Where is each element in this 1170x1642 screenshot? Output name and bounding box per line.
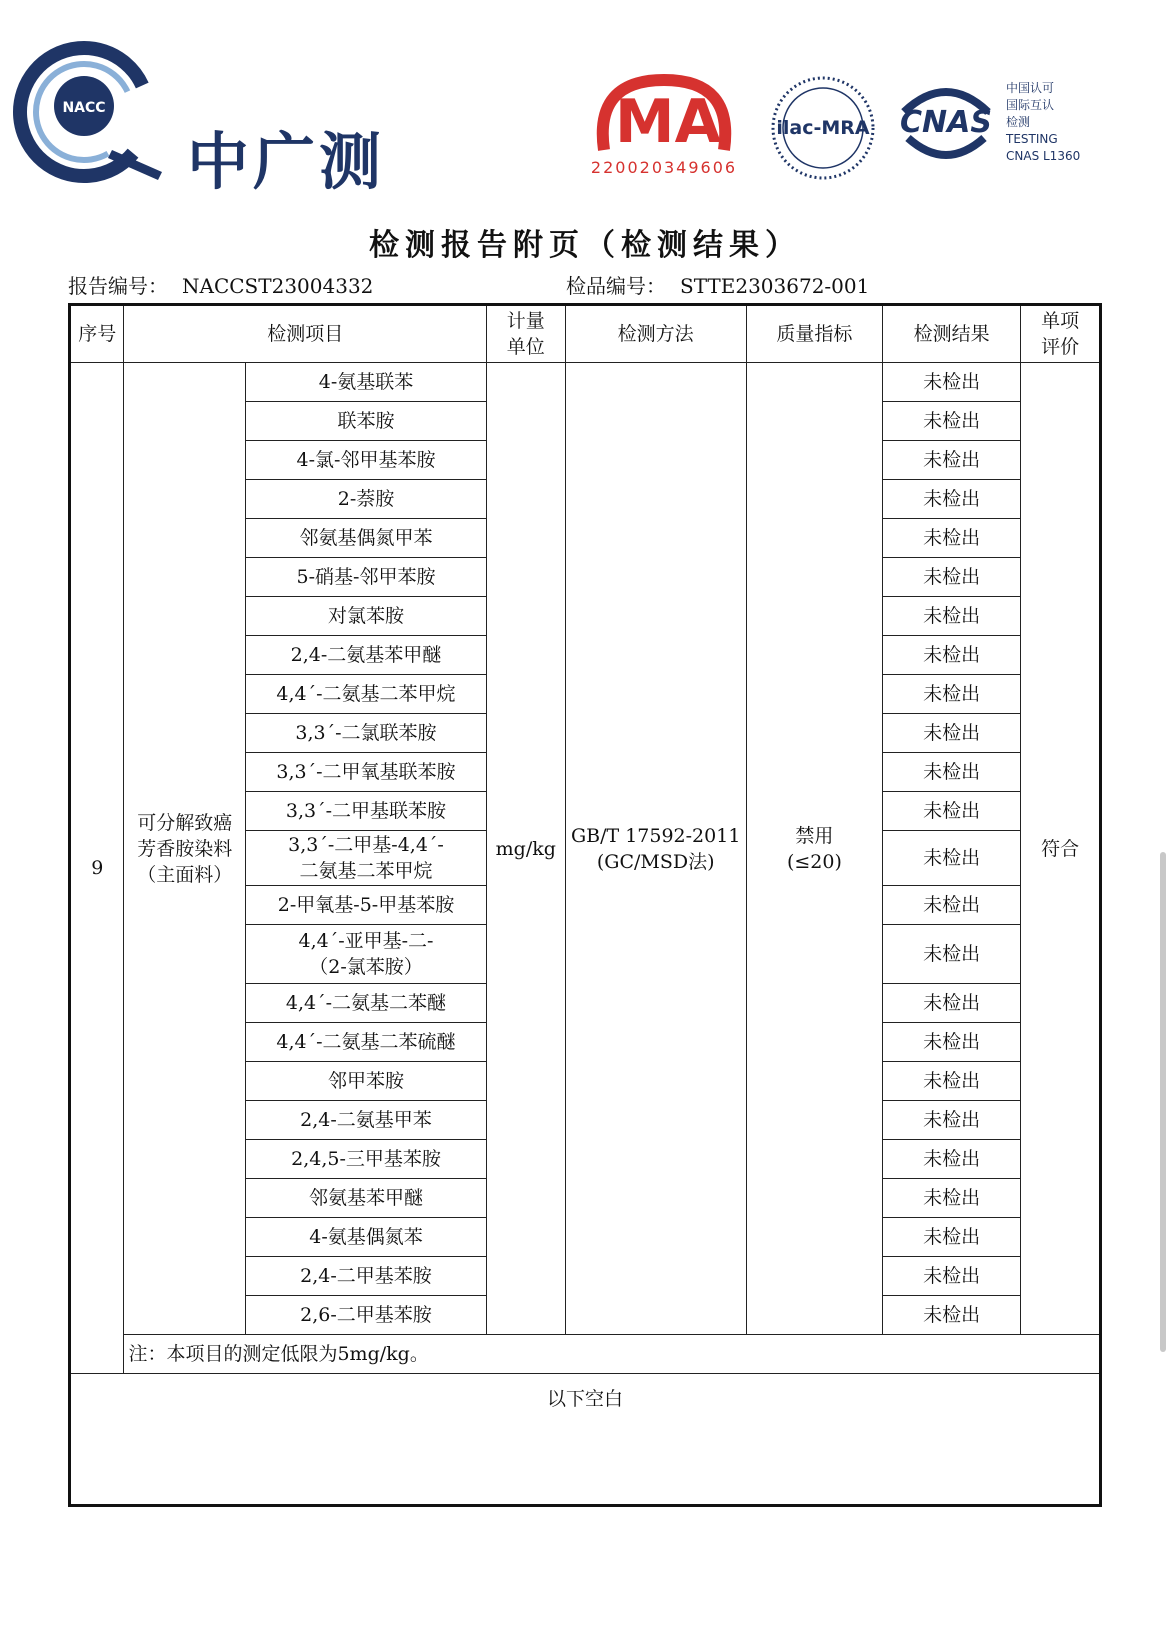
item-name-line: 2,6-二甲基苯胺 [300, 1304, 432, 1326]
group-method-line: GB/T 17592-2011 [570, 824, 741, 847]
item-name-line: 2,4-二甲基苯胺 [300, 1265, 432, 1287]
item-result: 未检出 [883, 363, 1021, 402]
header-quality: 质量指标 [746, 305, 882, 363]
item-name [246, 1062, 487, 1101]
group-eval: 符合 [1021, 363, 1101, 1335]
item-name-line: 邻甲苯胺 [327, 1070, 404, 1092]
item-result: 未检出 [883, 519, 1021, 558]
table-body [70, 363, 1101, 1506]
header-seq: 序号 [70, 305, 124, 363]
group-quality-line: 禁用 [795, 824, 834, 847]
item-name [246, 558, 487, 597]
table-header-row [70, 305, 1101, 363]
item-result: 未检出 [883, 792, 1021, 831]
item-result: 未检出 [883, 984, 1021, 1023]
item-result: 未检出 [883, 1218, 1021, 1257]
item-result: 未检出 [883, 886, 1021, 925]
item-result: 未检出 [883, 1062, 1021, 1101]
item-name-line: 3,3´-二甲基-4,4´- [288, 834, 444, 856]
item-name [246, 984, 487, 1023]
cnas-caption-line: 中国认可 [1006, 81, 1055, 95]
item-name [246, 753, 487, 792]
item-result: 未检出 [883, 636, 1021, 675]
item-name [246, 886, 487, 925]
scrollbar[interactable] [1160, 852, 1166, 1352]
header-result: 检测结果 [883, 305, 1021, 363]
item-name [246, 363, 487, 402]
header-unit [486, 305, 565, 363]
cnas-caption-line: TESTING [1006, 132, 1058, 146]
item-name [246, 1257, 487, 1296]
item-name-line: 邻氨基苯甲醚 [308, 1187, 423, 1209]
header-item: 检测项目 [124, 305, 487, 363]
item-name-line: 4-氯-邻甲基苯胺 [296, 449, 436, 471]
group-method-line: (GC/MSD法) [596, 850, 715, 873]
item-name-line: 2,4,5-三甲基苯胺 [291, 1148, 441, 1170]
nacc-badge-text: NACC [62, 100, 106, 116]
item-name [246, 441, 487, 480]
table-row [70, 363, 1101, 402]
item-name-line: 2,4-二氨基甲苯 [300, 1109, 432, 1131]
item-result: 未检出 [883, 441, 1021, 480]
cma-number: 220020349606 [590, 158, 738, 177]
header-unit-line: 计量 [506, 310, 545, 332]
nacc-logo [12, 40, 412, 198]
item-name-line: 2-萘胺 [337, 488, 395, 510]
item-result: 未检出 [883, 1023, 1021, 1062]
blank-text: 以下空白 [70, 1374, 1101, 1506]
item-result: 未检出 [883, 753, 1021, 792]
item-name [246, 636, 487, 675]
item-name-line: 4-氨基偶氮苯 [309, 1226, 423, 1248]
item-result: 未检出 [883, 1296, 1021, 1335]
item-name [246, 792, 487, 831]
report-number-value: NACCST23004332 [182, 274, 374, 298]
item-name [246, 1101, 487, 1140]
header-unit-line: 单位 [506, 336, 545, 358]
cnas-caption-line: 检测 [1006, 115, 1031, 129]
item-name-line: 4-氨基联苯 [318, 371, 414, 393]
item-result: 未检出 [883, 558, 1021, 597]
sample-number [566, 270, 883, 299]
header-eval-line: 评价 [1041, 336, 1080, 358]
item-result: 未检出 [883, 1179, 1021, 1218]
group-name-line: （主面料） [137, 863, 233, 886]
cnas-logo [894, 80, 998, 164]
report-number-label: 报告编号： [68, 274, 168, 298]
item-name [246, 1023, 487, 1062]
item-result: 未检出 [883, 925, 1021, 984]
item-name [246, 925, 487, 984]
item-name [246, 597, 487, 636]
item-name-line: 邻氨基偶氮甲苯 [299, 527, 433, 549]
item-name-line: 4,4´-亚甲基-二- [298, 930, 434, 952]
ilac-mark-text: ilac-MRA [776, 117, 870, 139]
cma-mark-text: MA [614, 87, 722, 157]
item-name-line: 5-硝基-邻甲苯胺 [296, 566, 436, 588]
sample-number-label: 检品编号： [566, 274, 666, 298]
report-number [68, 270, 387, 299]
item-result: 未检出 [883, 480, 1021, 519]
item-name [246, 714, 487, 753]
blank-row [70, 1374, 1101, 1506]
item-result: 未检出 [883, 1101, 1021, 1140]
header-eval [1021, 305, 1101, 363]
header-eval-line: 单项 [1041, 310, 1080, 332]
note-row [70, 1335, 1101, 1374]
sample-number-value: STTE2303672-001 [680, 274, 870, 298]
item-result: 未检出 [883, 597, 1021, 636]
item-result: 未检出 [883, 831, 1021, 886]
cnas-caption-line: CNAS L1360 [1006, 149, 1081, 163]
item-name-line: 4,4´-二氨基二苯醚 [285, 992, 447, 1014]
cnas-caption [1006, 80, 1080, 165]
item-name [246, 675, 487, 714]
item-name-line: 二氨基二苯甲烷 [299, 860, 433, 882]
item-name-line: 3,3´-二氯联苯胺 [295, 722, 437, 744]
nacc-ring-icon [12, 40, 162, 190]
table-note: 注：本项目的测定低限为5mg/kg。 [124, 1335, 1101, 1374]
item-name-line: （2-氯苯胺） [309, 956, 423, 978]
item-name [246, 1296, 487, 1335]
group-name-line: 芳香胺染料 [137, 837, 233, 860]
ilac-mra-logo [768, 74, 878, 182]
item-name-line: 联苯胺 [337, 410, 395, 432]
item-name-line: 3,3´-二甲氧基联苯胺 [276, 761, 456, 783]
item-name [246, 831, 487, 886]
item-name [246, 1218, 487, 1257]
item-name [246, 1179, 487, 1218]
item-name-line: 2,4-二氨基苯甲醚 [290, 644, 442, 666]
item-name [246, 480, 487, 519]
item-result: 未检出 [883, 675, 1021, 714]
item-name-line: 4,4´-二氨基二苯硫醚 [276, 1031, 456, 1053]
item-name-line: 4,4´-二氨基二苯甲烷 [276, 683, 456, 705]
item-result: 未检出 [883, 714, 1021, 753]
item-name [246, 519, 487, 558]
group-quality [746, 363, 882, 1335]
header-method: 检测方法 [565, 305, 746, 363]
result-table [68, 303, 1102, 1507]
group-unit: mg/kg [486, 363, 565, 1335]
item-result: 未检出 [883, 1140, 1021, 1179]
lab-brand: 中广测 [187, 125, 386, 198]
group-method [565, 363, 746, 1335]
document-title: 检测报告附页（检测结果） [369, 228, 801, 263]
item-name [246, 402, 487, 441]
group-quality-line: (≤20) [786, 850, 842, 873]
item-name-line: 2-甲氧基-5-甲基苯胺 [277, 894, 455, 916]
item-name [246, 1140, 487, 1179]
item-name-line: 3,3´-二甲基联苯胺 [285, 800, 447, 822]
cnas-mark-text: CNAS [900, 105, 992, 140]
item-result: 未检出 [883, 402, 1021, 441]
cnas-caption-line: 国际互认 [1006, 98, 1055, 112]
item-result: 未检出 [883, 1257, 1021, 1296]
group-name-line: 可分解致癌 [137, 811, 233, 834]
group-seq: 9 [70, 363, 124, 1374]
item-name-line: 对氯苯胺 [327, 605, 404, 627]
group-name [124, 363, 246, 1335]
